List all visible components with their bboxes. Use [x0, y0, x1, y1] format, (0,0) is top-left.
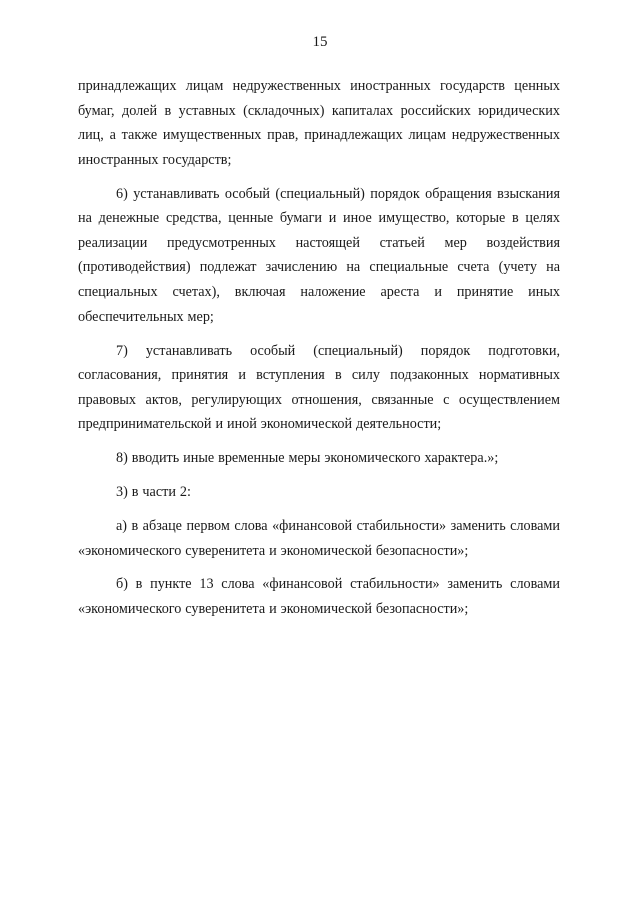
paragraph-item-8: 8) вводить иные временные меры экономического характера.»;	[116, 450, 499, 467]
paragraph-subitem-b: б) в пункте 13 слова «финансовой стабильности» заменить словами «экономического суверенитета и экономической безопасности»;	[78, 576, 560, 618]
paragraph-part-2: 3) в части 2:	[116, 484, 191, 501]
paragraph-subitem-a: а) в абзаце первом слова «финансовой стабильности» заменить словами «экономического суверенитета и экономической безопасности»;	[78, 517, 560, 559]
paragraph-item-7: 7) устанавливать особый (специальный) порядок подготовки, согласования, принятия и вступления в силу подзаконных нормативных правовых актов, регулирующих отношения, связанные с осуществлением предпринимательской и иной экономической деятельности;	[78, 342, 560, 433]
paragraph-item-6: 6) устанавливать особый (специальный) порядок обращения взыскания на денежные средства, ценные бумаги и иное имущество, которые в целях реализации предусмотренных настоящей статьей мер воздействия (противодействия) подлежат зачислению на специальные счета (учету на специальных счетах), включая наложение ареста и принятие иных обеспечительных мер;	[78, 185, 560, 325]
paragraph-continuation: принадлежащих лицам недружественных иностранных государств ценных бумаг, долей в уставных (складочных) капиталах российских юридических лиц, а также имущественных прав, принадлежащих лицам недружественных иностранных государств;	[78, 78, 560, 168]
page-number: 15	[312, 34, 328, 50]
document-body	[78, 74, 560, 631]
